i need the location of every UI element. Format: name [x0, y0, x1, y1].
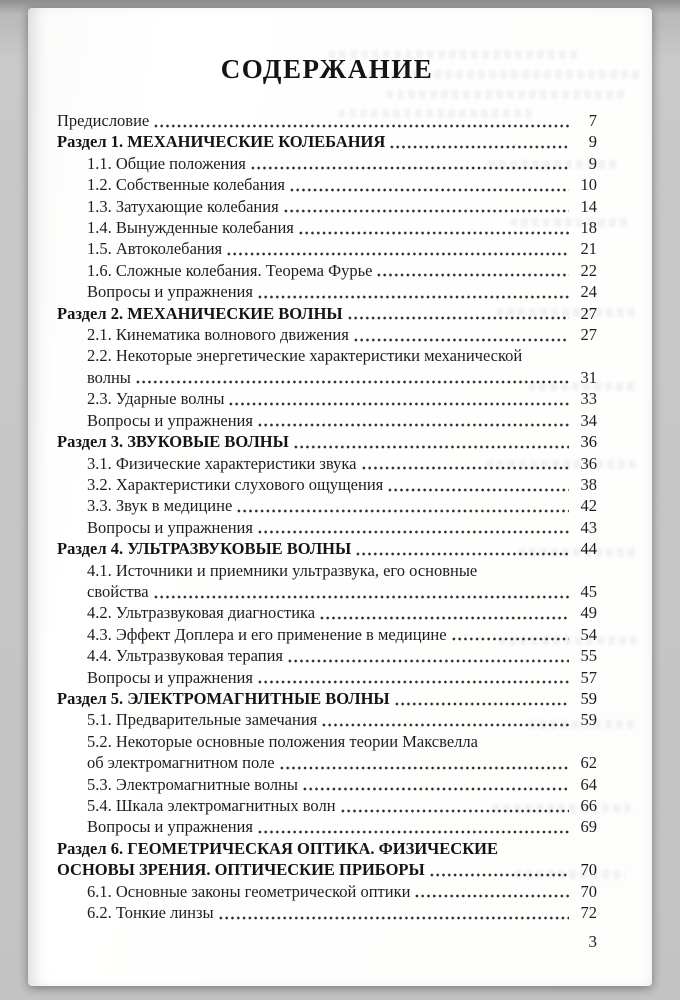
dotted-leader — [376, 265, 569, 281]
toc-entry — [87, 217, 597, 238]
toc-entry — [57, 431, 597, 452]
page-title: СОДЕРЖАНИЕ — [220, 54, 434, 84]
dotted-leader — [389, 137, 569, 153]
toc-entry-page: 70 — [580, 860, 597, 880]
toc-entry — [87, 281, 597, 302]
toc-entry-label: 4.2. Ультразвуковая диагностика — [87, 603, 316, 623]
toc-entry — [57, 838, 597, 881]
toc-entry-page: 57 — [580, 667, 597, 687]
toc-entry-page: 45 — [580, 581, 597, 601]
toc-entry — [87, 495, 597, 516]
dotted-leader — [228, 394, 569, 410]
toc-entry-label: свойства — [87, 581, 149, 601]
toc-entry-label: 1.1. Общие положения — [87, 153, 246, 173]
dotted-leader — [293, 437, 569, 453]
toc-entry-line1: 5.2. Некоторые основные положения теории Максвелла — [87, 731, 478, 751]
toc-entry-line1: 2.2. Некоторые энергетические характеристики механической — [87, 346, 523, 366]
toc-entry-page: 36 — [580, 432, 597, 452]
toc-entry-label: 6.2. Тонкие линзы — [87, 903, 214, 923]
toc-entry-page: 34 — [580, 410, 597, 430]
dotted-leader — [153, 115, 569, 131]
dotted-leader — [414, 886, 569, 902]
toc-entry-label: Вопросы и упражнения — [87, 517, 253, 537]
toc-entry-line1: Раздел 6. ГЕОМЕТРИЧЕСКАЯ ОПТИКА. ФИЗИЧЕСКИЕ — [57, 838, 499, 858]
toc-entry — [87, 560, 597, 603]
toc-entry-label: 3.3. Звук в медицине — [87, 496, 233, 516]
toc-entry-page: 54 — [580, 624, 597, 644]
toc-entry-label: Предисловие — [57, 111, 150, 130]
dotted-leader — [319, 608, 569, 624]
toc-entry — [57, 538, 597, 559]
toc-entry-page: 9 — [588, 132, 597, 152]
toc-entry-label: 2.3. Ударные волны — [87, 389, 225, 409]
toc-entry-label: Вопросы и упражнения — [87, 817, 253, 837]
toc-entry-label: Раздел 4. УЛЬТРАЗВУКОВЫЕ ВОЛНЫ — [57, 539, 352, 559]
dotted-leader — [451, 629, 569, 645]
dotted-leader — [257, 415, 569, 431]
toc-entry-page: 44 — [580, 539, 597, 559]
toc-entry — [87, 902, 597, 923]
dotted-leader — [283, 201, 569, 217]
toc-entry-label: 5.1. Предварительные замечания — [87, 710, 318, 730]
toc-entry-label: 1.4. Вынужденные колебания — [87, 218, 294, 238]
toc-entry-label: 1.6. Сложные колебания. Теорема Фурье — [87, 260, 373, 280]
toc-entry — [87, 196, 597, 217]
dotted-leader — [257, 822, 569, 838]
dotted-leader — [153, 586, 569, 602]
toc-entry-page: 7 — [588, 111, 597, 130]
toc-entry — [87, 324, 597, 345]
dotted-leader — [226, 244, 569, 260]
toc-entry-page: 10 — [580, 175, 597, 195]
toc-entry — [57, 303, 597, 324]
toc-entry-label: ОСНОВЫ ЗРЕНИЯ. ОПТИЧЕСКИЕ ПРИБОРЫ — [57, 860, 425, 880]
dotted-leader — [135, 372, 569, 388]
toc-entry — [57, 110, 597, 131]
toc-entry — [87, 410, 597, 431]
toc-entry-label: 4.3. Эффект Доплера и его применение в медицине — [87, 624, 447, 644]
toc-entry — [87, 709, 597, 730]
toc-entry-page: 59 — [580, 710, 597, 730]
toc-entry-page: 36 — [580, 453, 597, 473]
toc-entry-label: 3.2. Характеристики слухового ощущения — [87, 474, 384, 494]
dotted-leader — [236, 501, 569, 517]
toc-entry-label: Раздел 5. ЭЛЕКТРОМАГНИТНЫЕ ВОЛНЫ — [57, 688, 390, 708]
toc-entry — [87, 816, 597, 837]
toc-entry-page: 14 — [580, 196, 597, 216]
toc-entry-page: 38 — [580, 474, 597, 494]
toc-entry — [57, 688, 597, 709]
toc-entry — [57, 131, 597, 152]
toc-entry-label: Раздел 3. ЗВУКОВЫЕ ВОЛНЫ — [57, 432, 289, 452]
dotted-leader — [355, 544, 569, 560]
toc-entry-page: 27 — [580, 325, 597, 345]
dotted-leader — [279, 758, 569, 774]
toc-entry-page: 33 — [580, 389, 597, 409]
dotted-leader — [289, 180, 569, 196]
toc-entry-page: 42 — [580, 496, 597, 516]
toc-entry-page: 43 — [580, 517, 597, 537]
toc-entry-label: 1.5. Автоколебания — [87, 239, 223, 259]
toc-entry — [87, 453, 597, 474]
toc-entry-page: 70 — [580, 881, 597, 901]
toc-entry — [87, 667, 597, 688]
dotted-leader — [347, 308, 569, 324]
toc-entry — [87, 153, 597, 174]
dotted-leader — [387, 479, 569, 495]
toc-entry-label: волны — [87, 367, 131, 387]
toc-entry — [87, 238, 597, 259]
toc-entry — [87, 174, 597, 195]
toc-entry-page: 59 — [580, 688, 597, 708]
dotted-leader — [287, 651, 569, 667]
toc-entry-label: 5.4. Шкала электромагнитных волн — [87, 796, 336, 815]
toc-entry — [87, 645, 597, 666]
toc-entry-label: Раздел 1. МЕХАНИЧЕСКИЕ КОЛЕБАНИЯ — [57, 132, 386, 152]
dotted-leader — [250, 158, 569, 174]
dotted-leader — [257, 522, 569, 538]
toc-entry-label: 4.4. Ультразвуковая терапия — [87, 646, 283, 666]
toc-entry-page: 18 — [580, 218, 597, 238]
toc-entry-page: 49 — [580, 603, 597, 623]
toc-entry-label: 2.1. Кинематика волнового движения — [87, 325, 349, 345]
dotted-leader — [298, 222, 569, 238]
toc-entry-page: 66 — [580, 796, 597, 815]
dotted-leader — [218, 907, 569, 923]
toc-entry — [87, 474, 597, 495]
toc-entry-page: 69 — [580, 817, 597, 837]
toc-entry-label: Раздел 2. МЕХАНИЧЕСКИЕ ВОЛНЫ — [57, 303, 343, 323]
toc-entry — [87, 624, 597, 645]
toc-entry — [87, 388, 597, 409]
dotted-leader — [429, 865, 569, 881]
toc-entry-label: 3.1. Физические характеристики звука — [87, 453, 357, 473]
toc-entry-page: 72 — [580, 903, 597, 923]
toc-list — [57, 110, 597, 923]
dotted-leader — [321, 715, 569, 731]
toc-entry-page: 64 — [580, 774, 597, 794]
toc-entry-page: 62 — [580, 753, 597, 773]
toc-entry — [87, 774, 597, 795]
toc-entry — [87, 795, 597, 816]
page-number: 3 — [588, 932, 597, 952]
dotted-leader — [257, 287, 569, 303]
toc-entry — [87, 731, 597, 774]
toc-entry-page: 22 — [580, 260, 597, 280]
toc-entry-page: 21 — [580, 239, 597, 259]
toc-entry-label: Вопросы и упражнения — [87, 410, 253, 430]
bleed-through-streak — [386, 90, 626, 99]
dotted-leader — [353, 329, 569, 345]
toc-entry-line1: 4.1. Источники и приемники ультразвука, его основные — [87, 560, 478, 580]
toc-entry-label: Вопросы и упражнения — [87, 282, 253, 302]
dotted-leader — [257, 672, 569, 688]
toc-entry — [87, 881, 597, 902]
toc-entry-label: 5.3. Электромагнитные волны — [87, 774, 299, 794]
toc-entry-label: Вопросы и упражнения — [87, 667, 253, 687]
toc-entry-page: 31 — [580, 367, 597, 387]
toc-entry-page: 27 — [580, 303, 597, 323]
toc-entry-label: 1.3. Затухающие колебания — [87, 196, 279, 216]
dotted-leader — [394, 693, 569, 709]
toc-entry — [87, 602, 597, 623]
toc-entry-label: об электромагнитном поле — [87, 753, 275, 773]
toc-entry-page: 9 — [588, 153, 597, 173]
dotted-leader — [361, 458, 569, 474]
book-page — [28, 8, 652, 986]
dotted-leader — [302, 779, 569, 795]
toc-entry-page: 55 — [580, 646, 597, 666]
toc-entry-label: 6.1. Основные законы геометрической оптики — [87, 881, 411, 901]
toc-entry — [87, 517, 597, 538]
dotted-leader — [340, 800, 569, 816]
toc-entry — [87, 345, 597, 388]
toc-entry-label: 1.2. Собственные колебания — [87, 175, 286, 195]
toc-entry-page: 24 — [580, 282, 597, 302]
toc-entry — [87, 260, 597, 281]
